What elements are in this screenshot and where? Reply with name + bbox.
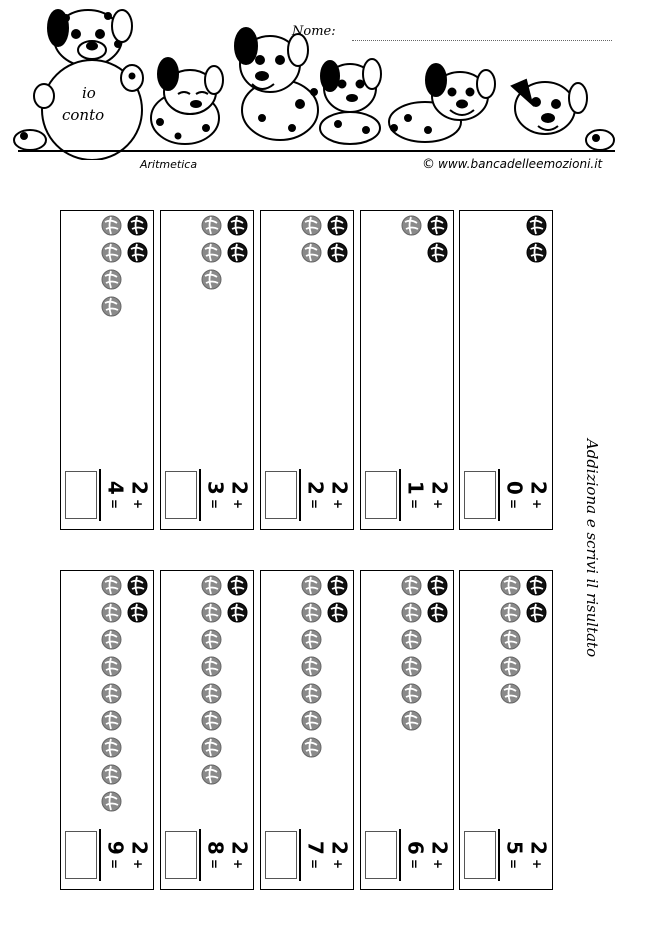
equals-sign: =: [207, 494, 222, 510]
plus-sign: +: [331, 854, 345, 870]
black-ball-icon: [526, 602, 547, 623]
exercise-card: [459, 570, 553, 890]
grey-ball-icon: [201, 737, 222, 758]
addend-b: 0: [503, 480, 527, 495]
plus-sign: +: [331, 494, 345, 510]
grey-ball-icon: [301, 710, 322, 731]
exercise-card: [260, 570, 354, 890]
plus-sign: +: [131, 494, 145, 510]
exercise-card: [60, 570, 154, 890]
answer-box[interactable]: [265, 471, 297, 519]
exercise-card: [160, 570, 254, 890]
grey-ball-icon: [301, 737, 322, 758]
equals-sign: =: [107, 494, 122, 510]
equals-sign: =: [407, 494, 422, 510]
plus-sign: +: [431, 854, 445, 870]
addend-a: 2: [427, 840, 452, 855]
answer-box[interactable]: [265, 831, 297, 879]
grey-ball-icon: [101, 269, 122, 290]
equals-sign: =: [307, 854, 322, 870]
grey-ball-icon: [101, 296, 122, 317]
grey-ball-icon: [401, 629, 422, 650]
black-ball-icon: [227, 602, 248, 623]
addition-expression: [404, 827, 452, 883]
badge-text-io: io: [82, 84, 96, 102]
grey-ball-icon: [500, 629, 521, 650]
sum-line: [99, 469, 101, 521]
grey-ball-icon: [201, 629, 222, 650]
plus-sign: +: [131, 854, 145, 870]
subject-label: Aritmetica: [140, 158, 198, 171]
addition-expression: [104, 467, 152, 523]
addition-expression: [104, 827, 152, 883]
black-ball-icon: [526, 575, 547, 596]
sum-line: [199, 469, 201, 521]
addition-expression: [304, 827, 352, 883]
addend-b: 2: [304, 480, 328, 495]
grey-ball-icon: [401, 215, 422, 236]
black-ball-icon: [526, 215, 547, 236]
grey-ball-icon: [101, 737, 122, 758]
addend-b: 7: [304, 840, 328, 855]
grey-ball-icon: [101, 710, 122, 731]
grey-ball-icon: [101, 215, 122, 236]
addend-b: 5: [503, 840, 527, 855]
grey-ball-icon: [101, 791, 122, 812]
addition-expression: [304, 467, 352, 523]
grey-ball-icon: [500, 656, 521, 677]
exercise-card: [360, 570, 454, 890]
grey-ball-icon: [201, 602, 222, 623]
black-ball-icon: [327, 215, 348, 236]
answer-box[interactable]: [464, 471, 496, 519]
grey-ball-icon: [401, 602, 422, 623]
equals-sign: =: [207, 854, 222, 870]
addend-a: 2: [327, 840, 352, 855]
sum-line: [199, 829, 201, 881]
grey-ball-icon: [101, 242, 122, 263]
black-ball-icon: [127, 215, 148, 236]
black-ball-icon: [227, 575, 248, 596]
addend-b: 3: [204, 480, 228, 495]
exercise-card: [160, 210, 254, 530]
grey-ball-icon: [301, 602, 322, 623]
worksheet-header: [0, 0, 650, 180]
black-ball-icon: [427, 575, 448, 596]
addend-a: 2: [227, 840, 252, 855]
grey-ball-icon: [401, 656, 422, 677]
answer-box[interactable]: [365, 831, 397, 879]
answer-box[interactable]: [165, 831, 197, 879]
grey-ball-icon: [500, 602, 521, 623]
grey-ball-icon: [301, 215, 322, 236]
grey-ball-icon: [301, 683, 322, 704]
black-ball-icon: [127, 242, 148, 263]
equals-sign: =: [506, 854, 521, 870]
addend-a: 2: [327, 480, 352, 495]
addend-b: 1: [404, 480, 428, 495]
black-ball-icon: [427, 215, 448, 236]
addend-a: 2: [427, 480, 452, 495]
equals-sign: =: [307, 494, 322, 510]
grey-ball-icon: [201, 683, 222, 704]
grey-ball-icon: [101, 656, 122, 677]
website-credit: [422, 157, 602, 172]
black-ball-icon: [227, 215, 248, 236]
black-ball-icon: [327, 575, 348, 596]
header-divider: [18, 150, 615, 152]
black-ball-icon: [127, 575, 148, 596]
answer-box[interactable]: [464, 831, 496, 879]
grey-ball-icon: [301, 656, 322, 677]
addition-expression: [503, 827, 551, 883]
grey-ball-icon: [201, 575, 222, 596]
grey-ball-icon: [201, 710, 222, 731]
equals-sign: =: [407, 854, 422, 870]
black-ball-icon: [327, 602, 348, 623]
grey-ball-icon: [201, 764, 222, 785]
black-ball-icon: [327, 242, 348, 263]
addition-expression: [204, 827, 252, 883]
grey-ball-icon: [101, 575, 122, 596]
instruction-text: Addiziona e scrivi il risultato: [583, 438, 601, 658]
plus-sign: +: [530, 494, 544, 510]
addend-b: 4: [104, 480, 128, 495]
grey-ball-icon: [201, 242, 222, 263]
addend-a: 2: [526, 480, 551, 495]
addition-expression: [503, 467, 551, 523]
addend-a: 2: [127, 840, 152, 855]
answer-box[interactable]: [65, 471, 97, 519]
addend-a: 2: [127, 480, 152, 495]
grey-ball-icon: [201, 215, 222, 236]
exercise-card: [260, 210, 354, 530]
grey-ball-icon: [401, 710, 422, 731]
addend-a: 2: [526, 840, 551, 855]
addend-b: 6: [404, 840, 428, 855]
plus-sign: +: [231, 854, 245, 870]
answer-box[interactable]: [65, 831, 97, 879]
sum-line: [299, 829, 301, 881]
black-ball-icon: [427, 242, 448, 263]
equals-sign: =: [107, 854, 122, 870]
name-label: Nome:: [292, 24, 336, 39]
sum-line: [498, 829, 500, 881]
grey-ball-icon: [500, 683, 521, 704]
plus-sign: +: [530, 854, 544, 870]
equals-sign: =: [506, 494, 521, 510]
sum-line: [99, 829, 101, 881]
name-input-line[interactable]: [352, 40, 612, 41]
grey-ball-icon: [101, 629, 122, 650]
grey-ball-icon: [101, 764, 122, 785]
plus-sign: +: [231, 494, 245, 510]
exercise-card: [459, 210, 553, 530]
answer-box[interactable]: [165, 471, 197, 519]
sum-line: [498, 469, 500, 521]
grey-ball-icon: [201, 656, 222, 677]
grey-ball-icon: [101, 602, 122, 623]
website-url: www.bancadelleemozioni.it: [438, 157, 603, 171]
grey-ball-icon: [201, 269, 222, 290]
addend-b: 9: [104, 840, 128, 855]
addend-b: 8: [204, 840, 228, 855]
copyright-icon: ©: [422, 157, 435, 172]
answer-box[interactable]: [365, 471, 397, 519]
exercise-card: [60, 210, 154, 530]
sum-line: [399, 829, 401, 881]
exercise-card: [360, 210, 454, 530]
grey-ball-icon: [301, 242, 322, 263]
sum-line: [399, 469, 401, 521]
addition-expression: [204, 467, 252, 523]
badge-text-conto: conto: [62, 106, 105, 124]
grey-ball-icon: [500, 575, 521, 596]
black-ball-icon: [526, 242, 547, 263]
black-ball-icon: [427, 602, 448, 623]
black-ball-icon: [227, 242, 248, 263]
grey-ball-icon: [401, 683, 422, 704]
sum-line: [299, 469, 301, 521]
black-ball-icon: [127, 602, 148, 623]
plus-sign: +: [431, 494, 445, 510]
grey-ball-icon: [401, 575, 422, 596]
grey-ball-icon: [301, 575, 322, 596]
grey-ball-icon: [101, 683, 122, 704]
addend-a: 2: [227, 480, 252, 495]
grey-ball-icon: [301, 629, 322, 650]
addition-expression: [404, 467, 452, 523]
